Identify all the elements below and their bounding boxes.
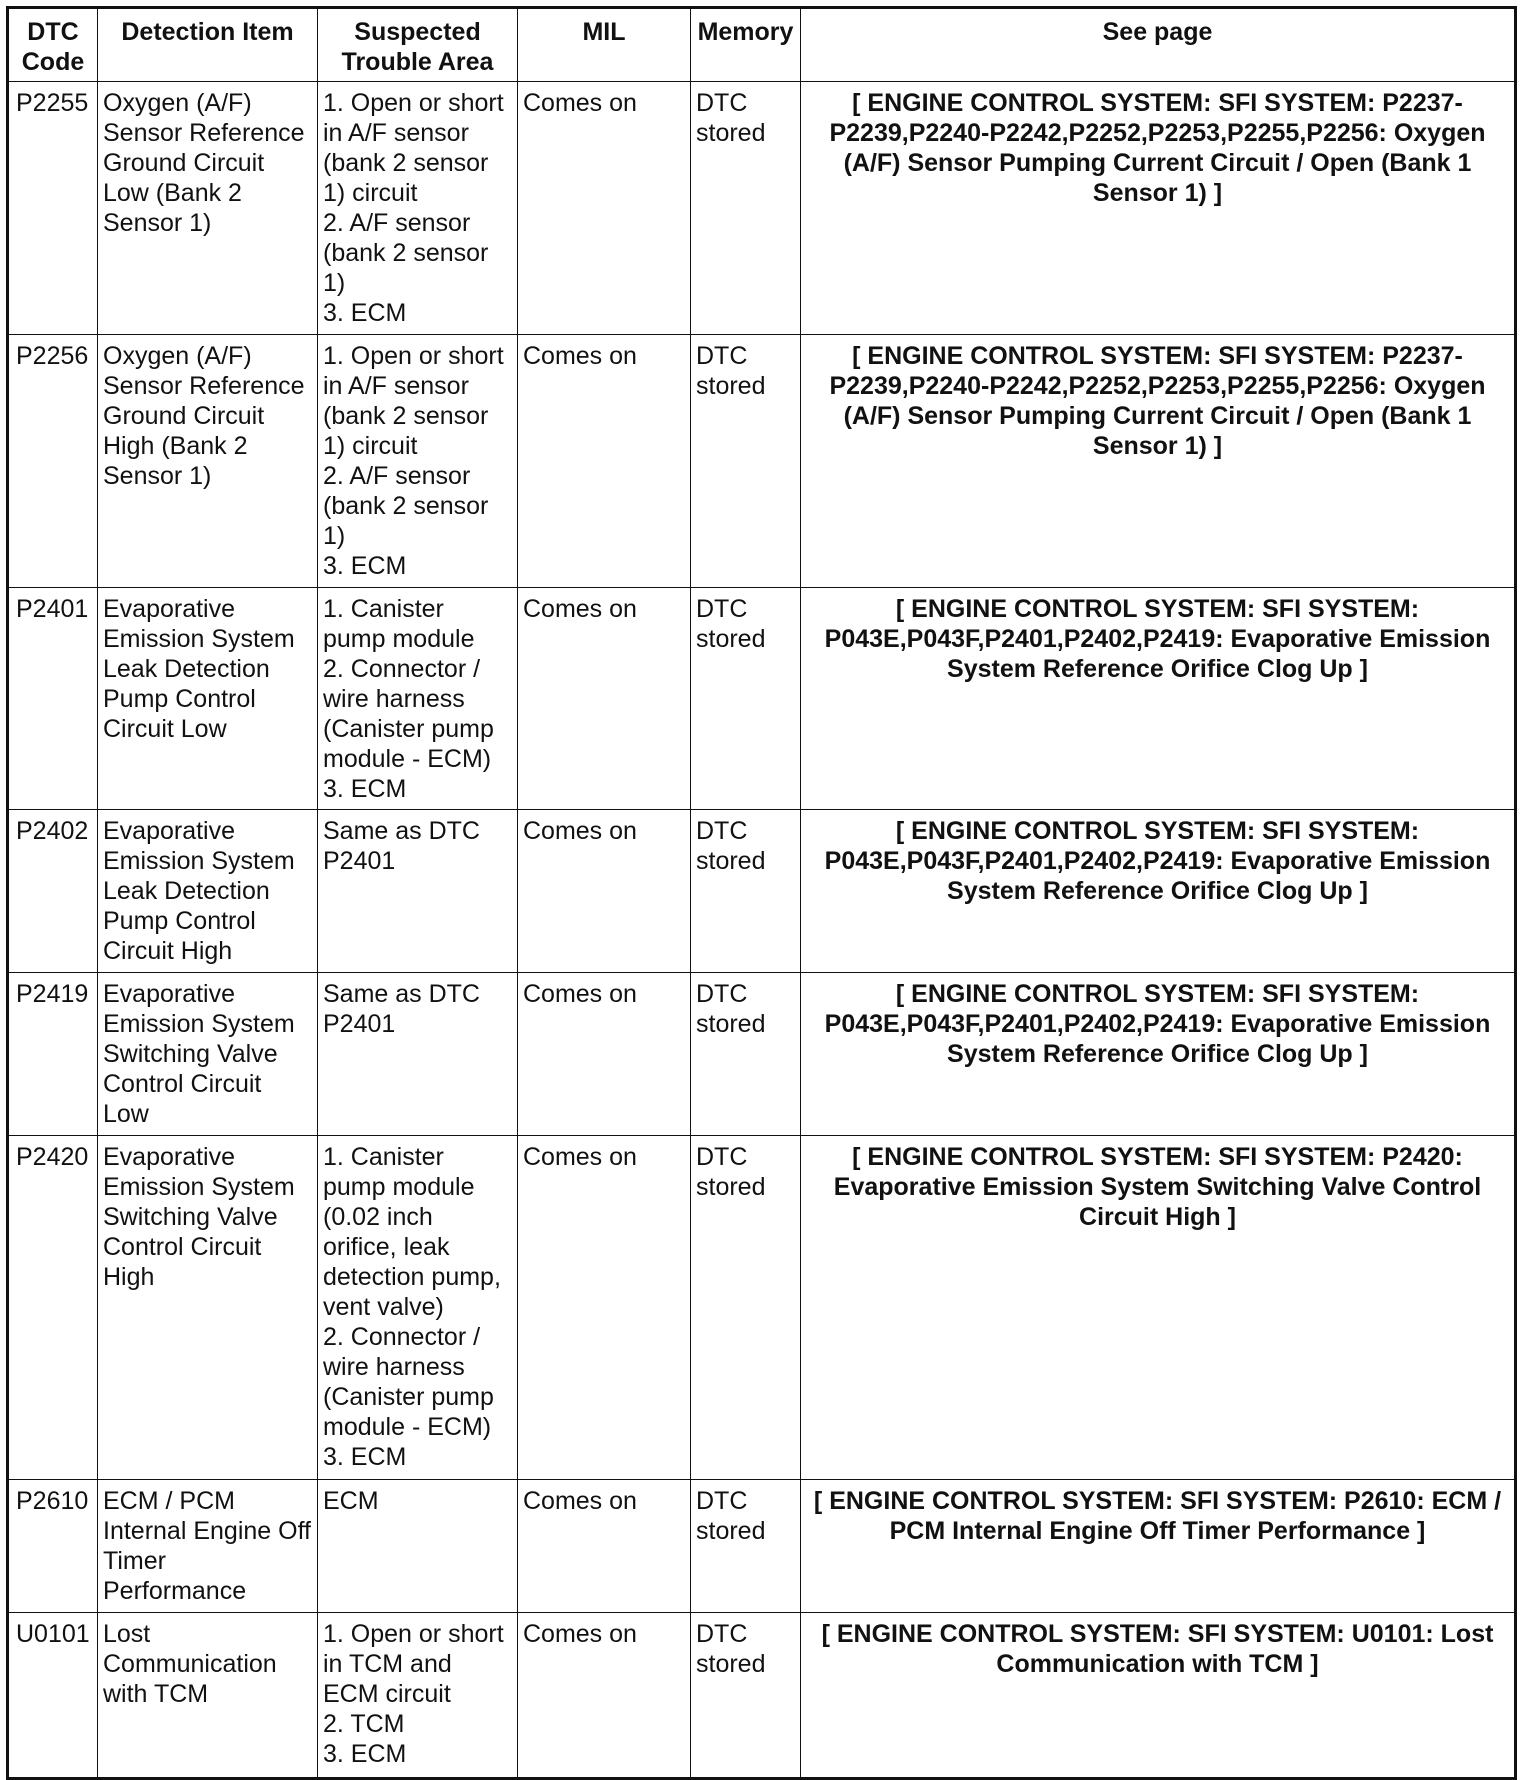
table-row (8, 335, 1516, 588)
trouble-area-cell (318, 1136, 518, 1480)
trouble-area-cell (318, 1480, 518, 1613)
table-body (8, 82, 1516, 1779)
see-page-link: [ ENGINE CONTROL SYSTEM: SFI SYSTEM: U0101: Lost Communication with TCM ] (801, 1613, 1516, 1779)
header-trouble-area: Suspected Trouble Area (318, 8, 518, 82)
see-page-link: [ ENGINE CONTROL SYSTEM: SFI SYSTEM: P043E,P043F,P2401,P2402,P2419: Evaporative Emission System Reference Orifice Clog Up ] (801, 810, 1516, 973)
memory-cell: DTC stored (691, 973, 801, 1136)
dtc-table (6, 6, 1517, 1780)
mil-cell: Comes on (518, 335, 691, 588)
dtc-code-cell: P2255 (8, 82, 98, 335)
memory-cell: DTC stored (691, 810, 801, 973)
trouble-area-line: Same as DTC P2401 (323, 817, 480, 875)
mil-cell: Comes on (518, 1136, 691, 1480)
see-page-link: [ ENGINE CONTROL SYSTEM: SFI SYSTEM: P043E,P043F,P2401,P2402,P2419: Evaporative Emission System Reference Orifice Clog Up ] (801, 973, 1516, 1136)
detection-item-cell: Lost Communication with TCM (98, 1613, 318, 1779)
trouble-area-line: 2. A/F sensor (bank 2 sensor 1) (323, 462, 489, 550)
table-row (8, 82, 1516, 335)
trouble-area-line: 2. TCM (323, 1710, 405, 1738)
trouble-area-line: 3. ECM (323, 552, 407, 580)
memory-cell: DTC stored (691, 335, 801, 588)
memory-cell: DTC stored (691, 588, 801, 810)
dtc-code-cell: P2610 (8, 1480, 98, 1613)
trouble-area-line: 1. Open or short in A/F sensor (bank 2 sensor 1) circuit (323, 89, 504, 207)
trouble-area-line: 1. Canister pump module (323, 595, 475, 653)
header-row (8, 8, 1516, 82)
trouble-area-line: 3. ECM (323, 775, 407, 803)
table-row (8, 1136, 1516, 1480)
dtc-code-cell: P2402 (8, 810, 98, 973)
table-row (8, 588, 1516, 810)
memory-cell: DTC stored (691, 1480, 801, 1613)
trouble-area-cell (318, 1613, 518, 1779)
dtc-code-cell: P2419 (8, 973, 98, 1136)
mil-cell: Comes on (518, 1613, 691, 1779)
detection-item-cell: Oxygen (A/F) Sensor Reference Ground Circuit Low (Bank 2 Sensor 1) (98, 82, 318, 335)
trouble-area-cell (318, 810, 518, 973)
trouble-area-line: 3. ECM (323, 1443, 407, 1471)
detection-item-cell: Evaporative Emission System Switching Valve Control Circuit Low (98, 973, 318, 1136)
trouble-area-line: 2. Connector / wire harness (Canister pump module - ECM) (323, 655, 494, 773)
dtc-code-cell: P2401 (8, 588, 98, 810)
header-memory: Memory (691, 8, 801, 82)
see-page-link: [ ENGINE CONTROL SYSTEM: SFI SYSTEM: P2237-P2239,P2240-P2242,P2252,P2253,P2255,P2256: Oxygen (A/F) Sensor Pumping Current Circuit / Open (Bank 1 Sensor 1) ] (801, 335, 1516, 588)
see-page-link: [ ENGINE CONTROL SYSTEM: SFI SYSTEM: P2237-P2239,P2240-P2242,P2252,P2253,P2255,P2256: Oxygen (A/F) Sensor Pumping Current Circuit / Open (Bank 1 Sensor 1) ] (801, 82, 1516, 335)
header-mil: MIL (518, 8, 691, 82)
mil-cell: Comes on (518, 588, 691, 810)
trouble-area-line: Same as DTC P2401 (323, 980, 480, 1038)
header-dtc-code: DTC Code (8, 8, 98, 82)
detection-item-cell: Oxygen (A/F) Sensor Reference Ground Circuit High (Bank 2 Sensor 1) (98, 335, 318, 588)
trouble-area-cell (318, 335, 518, 588)
memory-cell: DTC stored (691, 82, 801, 335)
mil-cell: Comes on (518, 1480, 691, 1613)
detection-item-cell: Evaporative Emission System Leak Detection Pump Control Circuit High (98, 810, 318, 973)
memory-cell: DTC stored (691, 1613, 801, 1779)
table-row (8, 810, 1516, 973)
trouble-area-line: 3. ECM (323, 1740, 407, 1768)
trouble-area-line: 2. Connector / wire harness (Canister pump module - ECM) (323, 1323, 494, 1441)
header-detection-item: Detection Item (98, 8, 318, 82)
dtc-code-cell: U0101 (8, 1613, 98, 1779)
mil-cell: Comes on (518, 973, 691, 1136)
trouble-area-line: ECM (323, 1487, 379, 1515)
see-page-link: [ ENGINE CONTROL SYSTEM: SFI SYSTEM: P043E,P043F,P2401,P2402,P2419: Evaporative Emission System Reference Orifice Clog Up ] (801, 588, 1516, 810)
trouble-area-line: 1. Open or short in TCM and ECM circuit (323, 1620, 504, 1708)
trouble-area-cell (318, 82, 518, 335)
table-row (8, 1613, 1516, 1779)
see-page-link: [ ENGINE CONTROL SYSTEM: SFI SYSTEM: P2420: Evaporative Emission System Switching Valve Control Circuit High ] (801, 1136, 1516, 1480)
table-row (8, 973, 1516, 1136)
trouble-area-line: 2. A/F sensor (bank 2 sensor 1) (323, 209, 489, 297)
trouble-area-cell (318, 973, 518, 1136)
trouble-area-cell (318, 588, 518, 810)
trouble-area-line: 1. Canister pump module (0.02 inch orifice, leak detection pump, vent valve) (323, 1143, 501, 1321)
header-see-page: See page (801, 8, 1516, 82)
detection-item-cell: Evaporative Emission System Leak Detection Pump Control Circuit Low (98, 588, 318, 810)
detection-item-cell: Evaporative Emission System Switching Valve Control Circuit High (98, 1136, 318, 1480)
dtc-code-cell: P2420 (8, 1136, 98, 1480)
detection-item-cell: ECM / PCM Internal Engine Off Timer Performance (98, 1480, 318, 1613)
mil-cell: Comes on (518, 810, 691, 973)
mil-cell: Comes on (518, 82, 691, 335)
dtc-code-cell: P2256 (8, 335, 98, 588)
table-row (8, 1480, 1516, 1613)
trouble-area-line: 1. Open or short in A/F sensor (bank 2 sensor 1) circuit (323, 342, 504, 460)
trouble-area-line: 3. ECM (323, 299, 407, 327)
memory-cell: DTC stored (691, 1136, 801, 1480)
see-page-link: [ ENGINE CONTROL SYSTEM: SFI SYSTEM: P2610: ECM / PCM Internal Engine Off Timer Performance ] (801, 1480, 1516, 1613)
